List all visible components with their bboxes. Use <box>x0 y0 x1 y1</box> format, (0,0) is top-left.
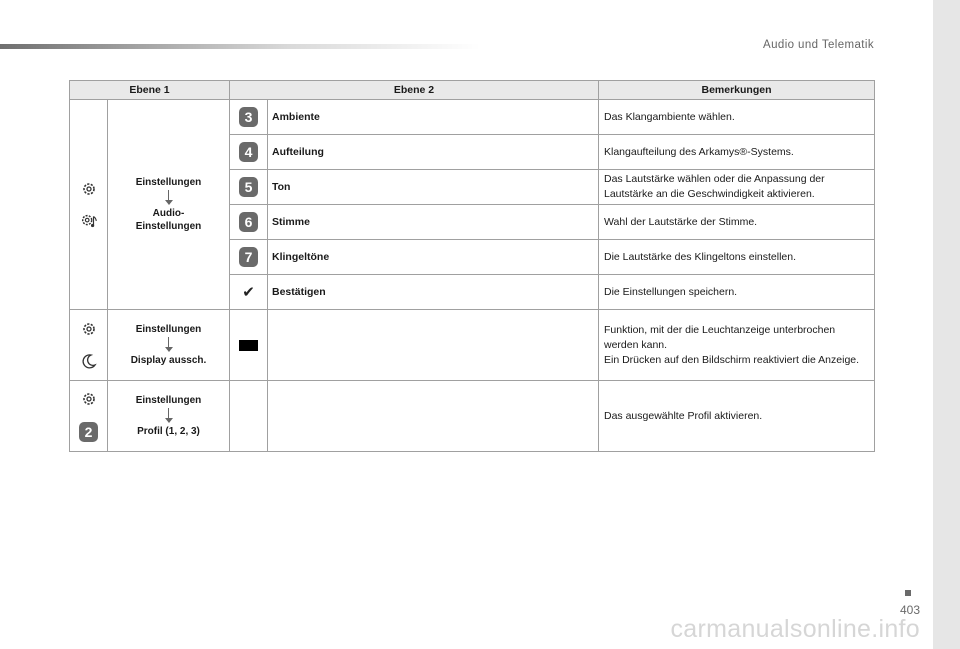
level1-top-label: Einstellungen <box>135 324 202 335</box>
gear-icon <box>80 320 98 338</box>
audio-settings-icon <box>80 212 98 230</box>
badge-3-icon: 3 <box>239 107 258 127</box>
page-marker-square <box>905 590 911 596</box>
watermark: carmanualsonline.info <box>670 615 920 643</box>
badge-5-icon: 5 <box>239 177 258 197</box>
header-ebene-2: Ebene 2 <box>230 81 599 100</box>
remark: Das Klangambiente wählen. <box>599 100 875 135</box>
level2-label-empty <box>268 310 599 381</box>
table-row <box>70 100 875 135</box>
level2-label: Bestätigen <box>268 275 599 310</box>
checkmark-icon: ✔ <box>242 284 255 301</box>
header-bemerkungen: Bemerkungen <box>599 81 875 100</box>
remark-line: Funktion, mit der die Leuchtanzeige unterbrochen werden kann. <box>604 323 836 351</box>
level1-icons <box>70 100 108 310</box>
section-title: Audio und Telematik <box>763 39 874 51</box>
table-row <box>70 381 875 452</box>
level1-profile <box>108 381 230 452</box>
black-screen-icon <box>239 340 258 351</box>
level2-label: Ton <box>268 170 599 205</box>
level1-icons <box>70 381 108 452</box>
level2-label: Klingeltöne <box>268 240 599 275</box>
level1-top-label: Einstellungen <box>135 395 202 406</box>
badge-7-icon: 7 <box>239 247 258 267</box>
level1-bottom-label: Display aussch. <box>130 355 207 366</box>
level2-label: Stimme <box>268 205 599 240</box>
remark: Die Lautstärke des Klingeltons einstellen. <box>599 240 875 275</box>
badge-2-icon: 2 <box>79 422 98 442</box>
header-ebene-1: Ebene 1 <box>70 81 230 100</box>
remark: Wahl der Lautstärke der Stimme. <box>599 205 875 240</box>
remark: Klangaufteilung des Arkamys®-Systems. <box>599 135 875 170</box>
level1-bottom-label: Audio- Einstellungen <box>135 208 202 232</box>
header-gradient-bar <box>0 44 480 49</box>
remark: Die Einstellungen speichern. <box>599 275 875 310</box>
remark: Das Lautstärke wählen oder die Anpassung der Lautstärke an die Geschwindigkeit aktivieren. <box>599 170 875 205</box>
level1-icons <box>70 310 108 381</box>
gear-icon <box>80 390 98 408</box>
level2-label-empty <box>268 381 599 452</box>
gear-icon <box>80 180 98 198</box>
moon-icon <box>80 352 98 370</box>
level2-label: Aufteilung <box>268 135 599 170</box>
level2-icon-empty <box>230 381 268 452</box>
remark <box>599 310 875 381</box>
page-number: 403 <box>900 603 921 617</box>
level1-bottom-label: Profil (1, 2, 3) <box>137 426 200 437</box>
level1-top-label: Einstellungen <box>135 177 202 188</box>
remark-line: Ein Drücken auf den Bildschirm reaktiviert die Anzeige. <box>604 353 860 366</box>
badge-4-icon: 4 <box>239 142 258 162</box>
remark: Das ausgewählte Profil aktivieren. <box>599 381 875 452</box>
settings-table <box>69 80 875 452</box>
level2-label: Ambiente <box>268 100 599 135</box>
table-row <box>70 310 875 381</box>
level1-display-off <box>108 310 230 381</box>
page-side-strip <box>933 0 960 649</box>
level1-audio-settings <box>108 100 230 310</box>
badge-6-icon: 6 <box>239 212 258 232</box>
